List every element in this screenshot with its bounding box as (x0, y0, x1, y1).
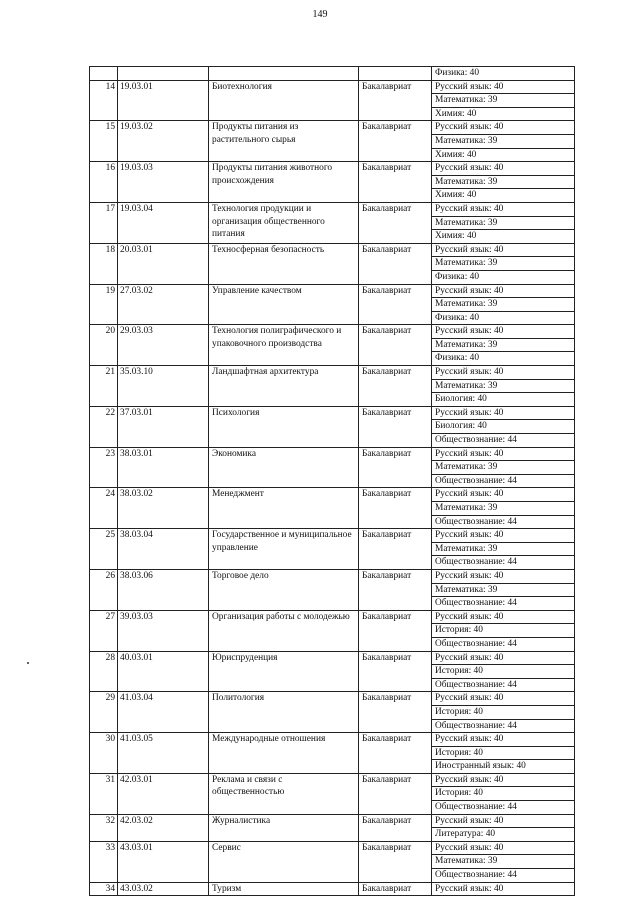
exam-requirement: Русский язык: 40 (435, 489, 504, 500)
table-row (90, 773, 574, 814)
program-name: Продукты питания из растительного сырья (208, 121, 358, 161)
table-row (90, 528, 574, 569)
program-code: 39.03.03 (117, 611, 208, 651)
program-code: 43.03.01 (117, 842, 208, 882)
degree-level: Бакалавриат (358, 121, 431, 161)
exam-requirements-cell (431, 366, 574, 406)
program-code: 38.03.02 (117, 488, 208, 528)
degree-level: Бакалавриат (358, 692, 431, 732)
exam-requirement: Математика: 39 (432, 501, 574, 515)
exam-requirement: Русский язык: 40 (435, 367, 504, 378)
exam-requirement: Обществознание: 44 (432, 868, 574, 882)
table-row-continuation (90, 66, 574, 80)
degree-level: Бакалавриат (358, 733, 431, 773)
exam-requirement: Математика: 39 (432, 297, 574, 311)
exam-requirement: История: 40 (432, 705, 574, 719)
program-name: Технология полиграфического и упаковочного производства (208, 325, 358, 365)
program-name: Менеджмент (208, 488, 358, 528)
exam-requirements-cell (431, 407, 574, 447)
exam-requirement: Математика: 39 (432, 460, 574, 474)
page-number: 149 (312, 9, 328, 20)
degree-level: Бакалавриат (358, 325, 431, 365)
program-name: Экономика (208, 448, 358, 488)
admission-requirements-table (89, 66, 575, 896)
degree-level: Бакалавриат (358, 570, 431, 610)
program-code: 19.03.01 (117, 81, 208, 121)
program-code: 35.03.10 (117, 366, 208, 406)
program-name: Психология (208, 407, 358, 447)
row-number: 27 (105, 611, 115, 622)
exam-requirement: Русский язык: 40 (435, 407, 504, 418)
exam-requirement: Химия: 40 (432, 107, 574, 121)
exam-requirement: Математика: 39 (432, 542, 574, 556)
degree-level: Бакалавриат (358, 611, 431, 651)
degree-level: Бакалавриат (358, 842, 431, 882)
table-row (90, 324, 574, 365)
exam-requirement: Русский язык: 40 (435, 883, 504, 894)
row-number: 16 (105, 163, 115, 174)
degree-level: Бакалавриат (358, 774, 431, 814)
exam-requirement: История: 40 (432, 786, 574, 800)
table-row (90, 651, 574, 692)
program-code: 19.03.04 (117, 203, 208, 243)
exam-requirements-cell (431, 570, 574, 610)
degree-level: Бакалавриат (358, 81, 431, 121)
program-code: 37.03.01 (117, 407, 208, 447)
exam-requirement: Математика: 39 (432, 379, 574, 393)
row-number: 22 (105, 407, 115, 418)
program-name: Журналистика (208, 815, 358, 841)
program-name: Торговое дело (208, 570, 358, 610)
table-row (90, 882, 574, 896)
exam-requirements-cell (431, 67, 574, 80)
table-row (90, 487, 574, 528)
table-row (90, 569, 574, 610)
exam-requirement: Биология: 40 (432, 392, 574, 406)
row-number: 34 (105, 883, 115, 894)
exam-requirement: Физика: 40 (435, 68, 480, 78)
table-row (90, 691, 574, 732)
exam-requirement: Обществознание: 44 (432, 474, 574, 488)
degree-level: Бакалавриат (358, 652, 431, 692)
row-number: 28 (105, 652, 115, 663)
exam-requirement: Обществознание: 44 (432, 678, 574, 692)
exam-requirement: Русский язык: 40 (435, 163, 504, 174)
exam-requirement: Обществознание: 44 (432, 433, 574, 447)
row-number: 25 (105, 530, 115, 541)
table-row (90, 365, 574, 406)
program-name: Государственное и муниципальное управление (208, 529, 358, 569)
exam-requirement: Русский язык: 40 (435, 122, 504, 133)
exam-requirement: Русский язык: 40 (435, 530, 504, 541)
exam-requirements-cell (431, 842, 574, 882)
exam-requirement: Обществознание: 44 (432, 596, 574, 610)
degree-level: Бакалавриат (358, 815, 431, 841)
exam-requirements-cell (431, 529, 574, 569)
table-row (90, 284, 574, 325)
exam-requirement: Иностранный язык: 40 (432, 759, 574, 773)
exam-requirements-cell (431, 285, 574, 325)
exam-requirements-cell (431, 611, 574, 651)
exam-requirement: Русский язык: 40 (435, 652, 504, 663)
program-code: 27.03.02 (117, 285, 208, 325)
exam-requirement: Русский язык: 40 (435, 244, 504, 255)
exam-requirement: Химия: 40 (432, 148, 574, 162)
degree-level: Бакалавриат (358, 162, 431, 202)
program-code: 38.03.06 (117, 570, 208, 610)
exam-requirement: Математика: 39 (432, 583, 574, 597)
program-code: 42.03.02 (117, 815, 208, 841)
exam-requirement: Обществознание: 44 (432, 637, 574, 651)
degree-level: Бакалавриат (358, 407, 431, 447)
row-number: 29 (105, 693, 115, 704)
exam-requirement: Физика: 40 (432, 311, 574, 325)
exam-requirements-cell (431, 488, 574, 528)
table-row (90, 406, 574, 447)
program-name: Юриспруденция (208, 652, 358, 692)
exam-requirements-cell (431, 244, 574, 284)
degree-level: Бакалавриат (358, 883, 431, 896)
degree-level: Бакалавриат (358, 244, 431, 284)
exam-requirements-cell (431, 81, 574, 121)
table-row (90, 732, 574, 773)
program-name: Технология продукции и организация общественного питания (208, 203, 358, 243)
program-code: 41.03.05 (117, 733, 208, 773)
program-name: Управление качеством (208, 285, 358, 325)
degree-level: Бакалавриат (358, 203, 431, 243)
program-name: Международные отношения (208, 733, 358, 773)
table-row (90, 80, 574, 121)
row-number: 18 (105, 244, 115, 255)
table-row (90, 202, 574, 243)
program-code: 38.03.04 (117, 529, 208, 569)
exam-requirements-cell (431, 162, 574, 202)
row-number: 26 (105, 570, 115, 581)
program-code: 20.03.01 (117, 244, 208, 284)
program-name: Политология (208, 692, 358, 732)
exam-requirements-cell (431, 203, 574, 243)
exam-requirement: Обществознание: 44 (432, 515, 574, 529)
table-row (90, 447, 574, 488)
row-number: 21 (105, 367, 115, 378)
exam-requirement: История: 40 (432, 664, 574, 678)
row-number: 14 (105, 81, 115, 92)
row-number: 19 (105, 285, 115, 296)
exam-requirements-cell (431, 652, 574, 692)
exam-requirement: Математика: 39 (432, 854, 574, 868)
degree-level: Бакалавриат (358, 285, 431, 325)
exam-requirement: Русский язык: 40 (435, 774, 504, 785)
exam-requirement: История: 40 (432, 623, 574, 637)
program-name: Продукты питания животного происхождения (208, 162, 358, 202)
degree-level: Бакалавриат (358, 366, 431, 406)
exam-requirements-cell (431, 815, 574, 841)
exam-requirement: Физика: 40 (432, 270, 574, 284)
program-code: 38.03.01 (117, 448, 208, 488)
exam-requirement: Химия: 40 (432, 188, 574, 202)
exam-requirement: Математика: 39 (432, 93, 574, 107)
exam-requirement: Русский язык: 40 (435, 842, 504, 853)
program-name: Туризм (208, 883, 358, 896)
row-number: 30 (105, 734, 115, 745)
table-row (90, 243, 574, 284)
program-name: Организация работы с молодежью (208, 611, 358, 651)
program-code: 40.03.01 (117, 652, 208, 692)
program-name: Реклама и связи с общественностью (208, 774, 358, 814)
degree-level: Бакалавриат (358, 529, 431, 569)
exam-requirement: Русский язык: 40 (435, 448, 504, 459)
degree-level-cell (358, 67, 431, 80)
exam-requirement: Русский язык: 40 (435, 611, 504, 622)
exam-requirement: Русский язык: 40 (435, 734, 504, 745)
scan-speck (27, 662, 29, 664)
exam-requirement: Химия: 40 (432, 229, 574, 243)
program-code: 19.03.02 (117, 121, 208, 161)
exam-requirement: Математика: 39 (432, 175, 574, 189)
exam-requirement: Русский язык: 40 (435, 815, 504, 826)
row-number: 20 (105, 326, 115, 337)
exam-requirement: Математика: 39 (432, 216, 574, 230)
row-number: 23 (105, 448, 115, 459)
program-code: 42.03.01 (117, 774, 208, 814)
exam-requirements-cell (431, 733, 574, 773)
exam-requirement: Обществознание: 44 (432, 800, 574, 814)
exam-requirement: Математика: 39 (432, 338, 574, 352)
exam-requirement: Обществознание: 44 (432, 719, 574, 733)
table-row (90, 161, 574, 202)
exam-requirements-cell (431, 692, 574, 732)
program-name: Сервис (208, 842, 358, 882)
program-code: 43.03.02 (117, 883, 208, 896)
exam-requirements-cell (431, 774, 574, 814)
exam-requirements-cell (431, 448, 574, 488)
exam-requirement: Русский язык: 40 (435, 570, 504, 581)
table-row (90, 814, 574, 841)
row-number-cell (90, 67, 117, 80)
row-number: 32 (105, 815, 115, 826)
program-code-cell (117, 67, 208, 80)
table-row (90, 120, 574, 161)
exam-requirement: Русский язык: 40 (435, 693, 504, 704)
row-number: 24 (105, 489, 115, 500)
exam-requirement: Биология: 40 (432, 419, 574, 433)
program-code: 29.03.03 (117, 325, 208, 365)
row-number: 15 (105, 122, 115, 133)
exam-requirement: Математика: 39 (432, 256, 574, 270)
exam-requirement: Русский язык: 40 (435, 203, 504, 214)
exam-requirement: Обществознание: 44 (432, 555, 574, 569)
exam-requirement: Русский язык: 40 (435, 285, 504, 296)
table-row (90, 610, 574, 651)
table-row (90, 841, 574, 882)
program-name-cell (208, 67, 358, 80)
degree-level: Бакалавриат (358, 488, 431, 528)
program-code: 41.03.04 (117, 692, 208, 732)
row-number: 33 (105, 842, 115, 853)
exam-requirements-cell (431, 883, 574, 896)
exam-requirements-cell (431, 325, 574, 365)
exam-requirement: Русский язык: 40 (435, 326, 504, 337)
program-name: Техносферная безопасность (208, 244, 358, 284)
exam-requirement: Литература: 40 (432, 827, 574, 841)
program-name: Ландшафтная архитектура (208, 366, 358, 406)
row-number: 31 (105, 774, 115, 785)
row-number: 17 (105, 203, 115, 214)
exam-requirement: Физика: 40 (432, 351, 574, 365)
program-code: 19.03.03 (117, 162, 208, 202)
exam-requirement: Русский язык: 40 (435, 81, 504, 92)
exam-requirement: История: 40 (432, 746, 574, 760)
exam-requirement: Математика: 39 (432, 134, 574, 148)
exam-requirements-cell (431, 121, 574, 161)
program-name: Биотехнология (208, 81, 358, 121)
degree-level: Бакалавриат (358, 448, 431, 488)
